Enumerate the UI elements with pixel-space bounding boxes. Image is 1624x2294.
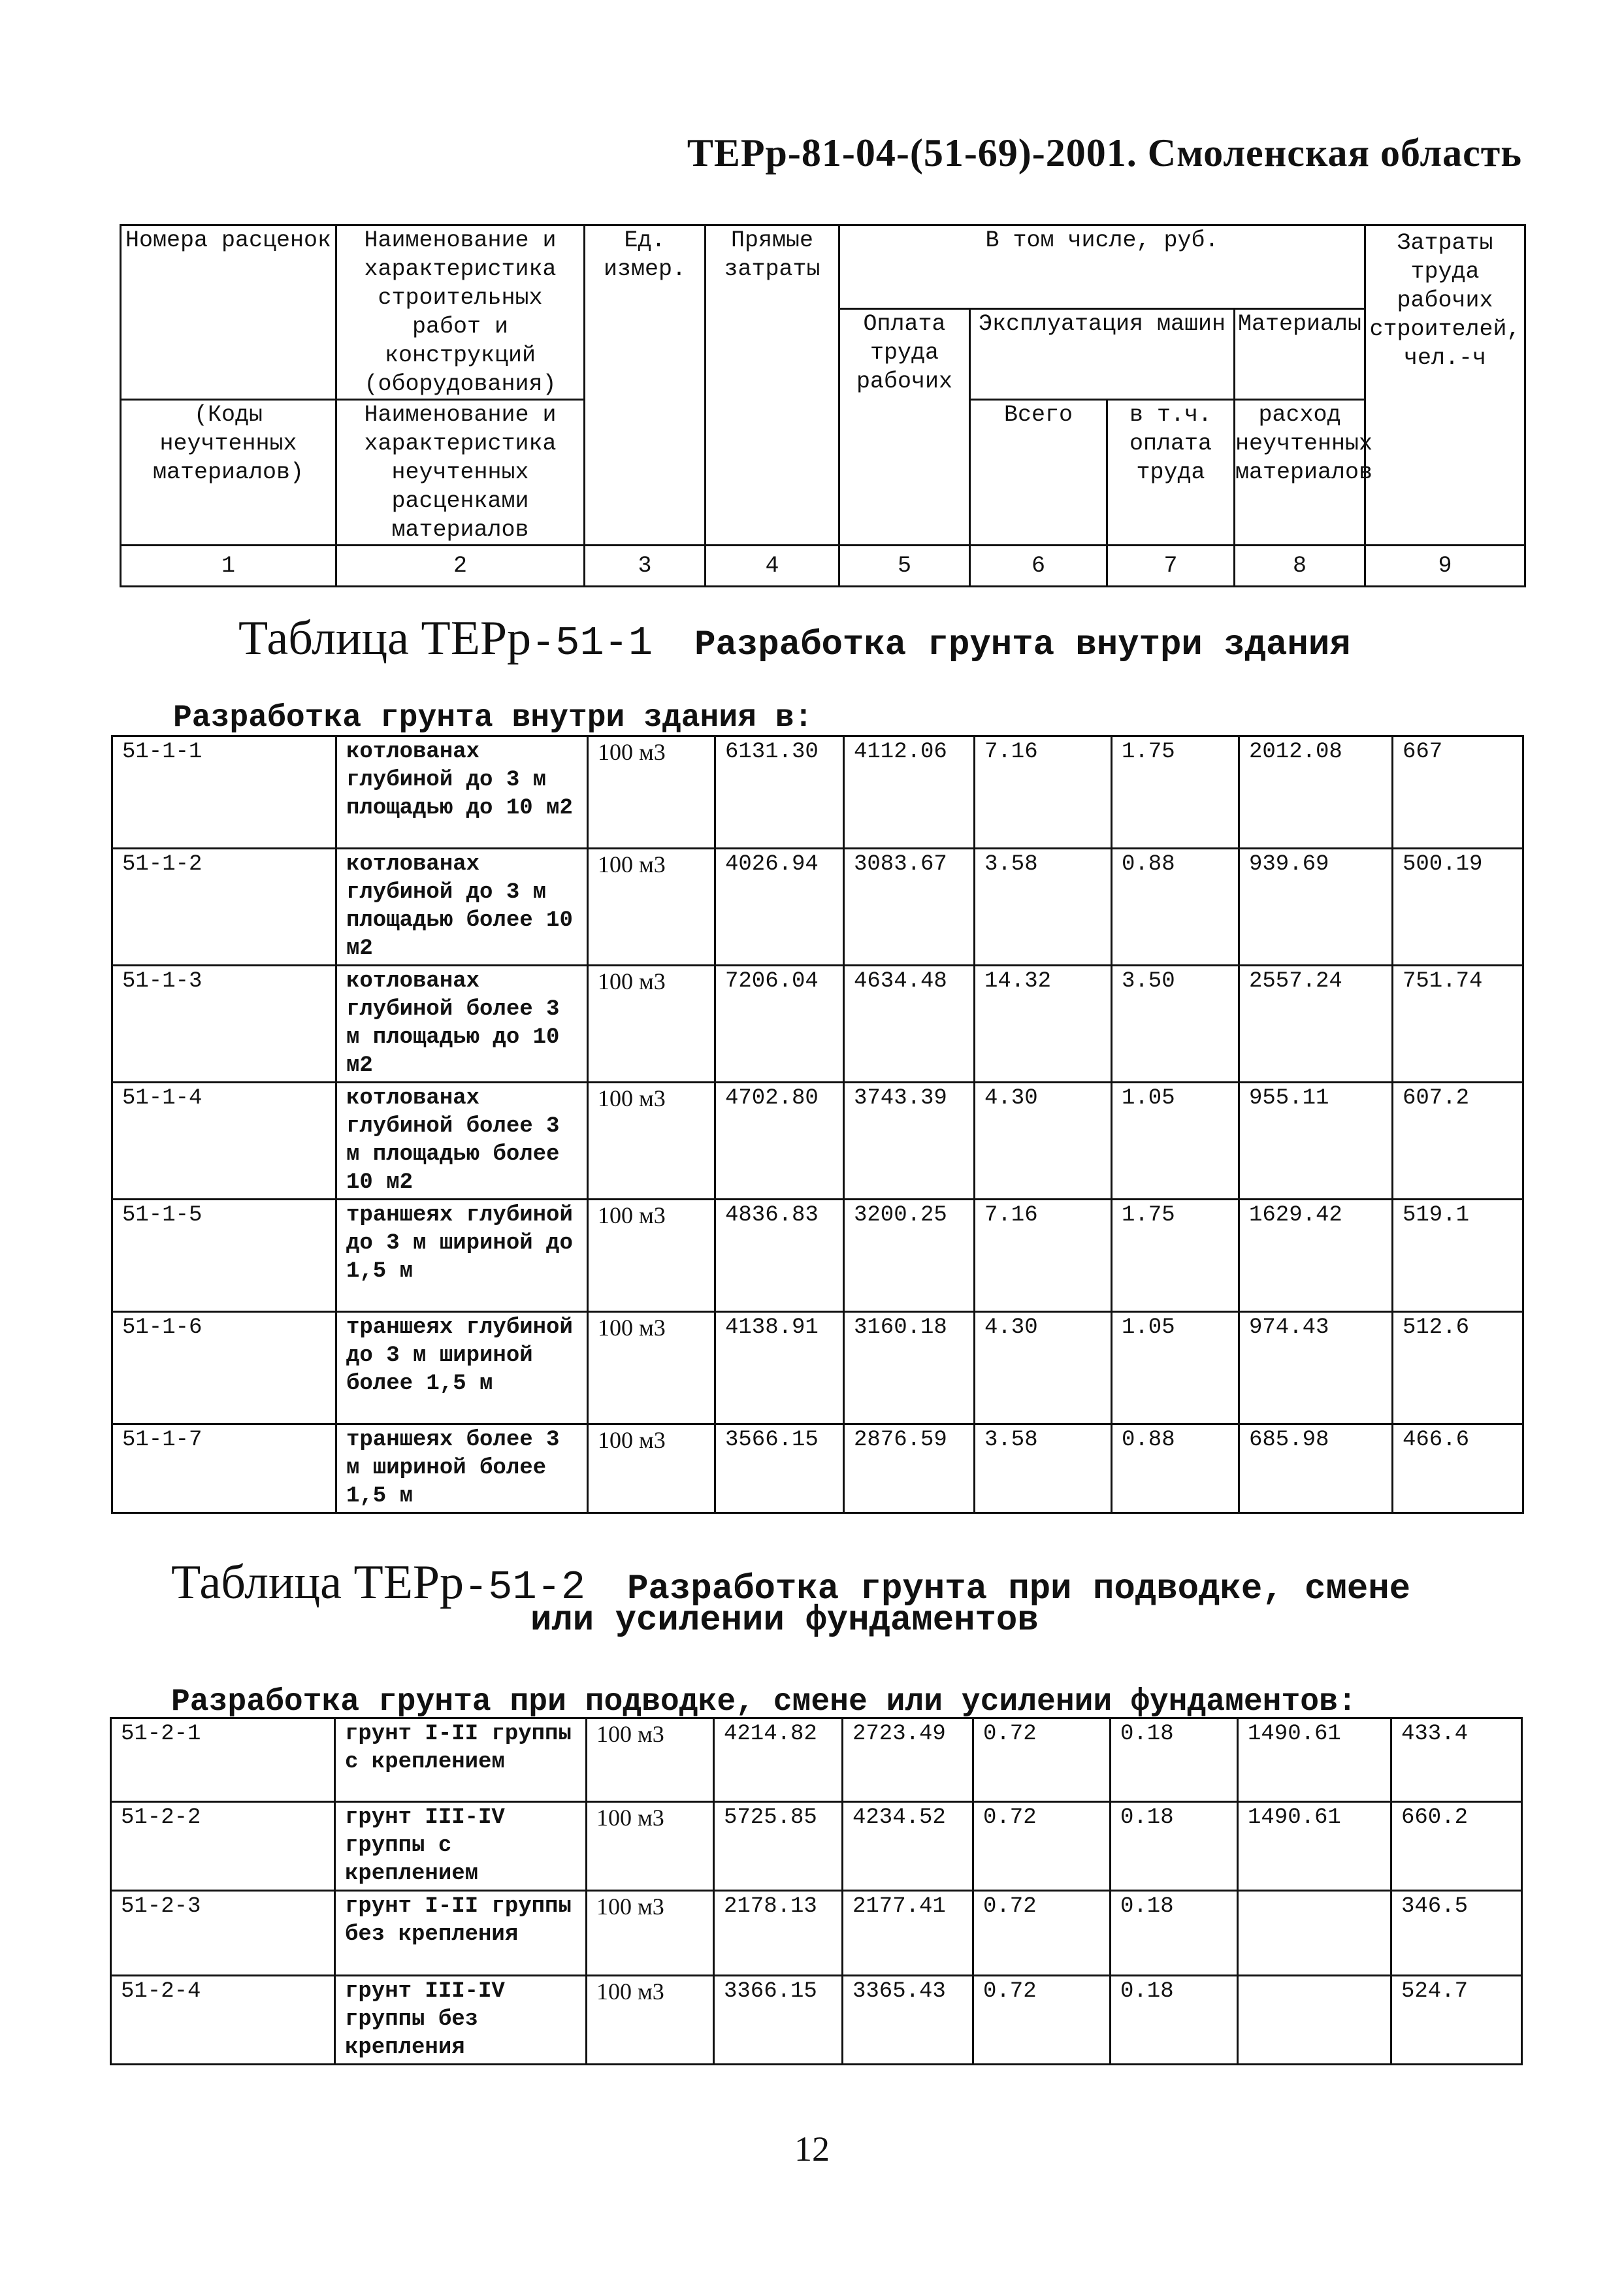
unit-of-measure: 100 м3 [588,1424,715,1513]
machine-operation-total: 0.72 [973,1718,1111,1802]
header-incl-pay: в т.ч. оплата труда [1107,400,1235,546]
column-header-table [120,224,1526,587]
header-unit: Ед. измер. [585,225,706,546]
machine-operator-pay: 3.50 [1112,966,1239,1083]
header-unaccounted-names: Наименование и характеристика неучтенных расценками материалов [336,400,585,546]
work-description: грунт III-IV группы с креплением [335,1802,587,1891]
materials-cost: 1629.42 [1239,1200,1393,1312]
table-title-text: Разработка грунта при подводке, смене [627,1569,1411,1609]
labor-costs: 524.7 [1391,1976,1522,2065]
materials-cost: 939.69 [1239,849,1393,966]
col-number: 2 [336,546,585,587]
header-rate-numbers: Номера расценок [121,225,336,309]
labor-costs: 667 [1393,736,1523,849]
rate-code: 51-2-1 [111,1718,335,1802]
header-unaccounted-codes: (Коды неучтенных материалов) [121,400,336,546]
table-title-code: -51-2 [464,1564,586,1611]
col-number: 5 [839,546,970,587]
unit-of-measure: 100 м3 [588,1083,715,1200]
machine-operator-pay: 1.05 [1112,1312,1239,1424]
labor-costs: 660.2 [1391,1802,1522,1891]
table-row [112,1200,1523,1312]
header-direct-costs: Прямые затраты [706,225,839,546]
header-worker-pay: Оплата труда рабочих [839,309,970,546]
labor-costs: 519.1 [1393,1200,1523,1312]
machine-operation-total: 14.32 [975,966,1112,1083]
direct-costs: 4138.91 [715,1312,844,1424]
table-subheading-51-1: Разработка грунта внутри здания в: [173,700,813,736]
materials-cost [1238,1891,1391,1976]
rate-code: 51-1-3 [112,966,336,1083]
rates-table-51-1 [111,735,1524,1514]
table-row [112,1424,1523,1513]
rate-code: 51-1-5 [112,1200,336,1312]
direct-costs: 3366.15 [714,1976,843,2065]
header-machine-operation: Эксплуатация машин [970,309,1235,400]
worker-pay: 2723.49 [843,1718,973,1802]
work-description: грунт III-IV группы без крепления [335,1976,587,2065]
direct-costs: 7206.04 [715,966,844,1083]
page-number: 12 [794,2129,830,2169]
labor-costs: 346.5 [1391,1891,1522,1976]
machine-operator-pay: 1.05 [1112,1083,1239,1200]
table-title-text: Разработка грунта внутри здания [694,625,1351,665]
rate-code: 51-1-2 [112,849,336,966]
machine-operation-total: 4.30 [975,1312,1112,1424]
direct-costs: 2178.13 [714,1891,843,1976]
machine-operator-pay: 0.88 [1112,849,1239,966]
direct-costs: 4214.82 [714,1718,843,1802]
machine-operation-total: 3.58 [975,1424,1112,1513]
work-description: грунт I-II группы с креплением [335,1718,587,1802]
col-number: 7 [1107,546,1235,587]
machine-operator-pay: 0.18 [1111,1802,1238,1891]
rate-code: 51-1-6 [112,1312,336,1424]
materials-cost [1238,1976,1391,2065]
work-description: котлованах глубиной более 3 м площадью более 10 м2 [336,1083,588,1200]
table-row [112,1312,1523,1424]
machine-operator-pay: 1.75 [1112,1200,1239,1312]
materials-cost: 955.11 [1239,1083,1393,1200]
materials-cost: 2012.08 [1239,736,1393,849]
table-row [111,1802,1522,1891]
machine-operation-total: 0.72 [973,1891,1111,1976]
table-row [112,1083,1523,1200]
materials-cost: 1490.61 [1238,1718,1391,1802]
table-title-text-line2: или усилении фундаментов [530,1601,1039,1641]
worker-pay: 3743.39 [844,1083,975,1200]
direct-costs: 4026.94 [715,849,844,966]
rate-code: 51-2-4 [111,1976,335,2065]
table-title-code: -51-1 [531,620,653,666]
col-number: 4 [706,546,839,587]
unit-of-measure: 100 м3 [588,966,715,1083]
work-description: траншеях глубиной до 3 м шириной более 1,5 м [336,1312,588,1424]
table-subheading-51-2: Разработка грунта при подводке, смене или усилении фундаментов: [171,1684,1357,1720]
table-title-51-1 [238,611,1351,666]
table-row [112,849,1523,966]
machine-operator-pay: 0.18 [1111,1976,1238,2065]
header-unaccounted-use: расход неучтенных материалов [1235,400,1365,546]
header-blank [121,309,336,400]
unit-of-measure: 100 м3 [588,736,715,849]
unit-of-measure: 100 м3 [588,1200,715,1312]
rate-code: 51-2-2 [111,1802,335,1891]
machine-operator-pay: 0.18 [1111,1718,1238,1802]
work-description: траншеях более 3 м шириной более 1,5 м [336,1424,588,1513]
machine-operation-total: 7.16 [975,736,1112,849]
unit-of-measure: 100 м3 [587,1891,714,1976]
table-row [111,1718,1522,1802]
labor-costs: 751.74 [1393,966,1523,1083]
header-name-characteristics: Наименование и характеристика строительных работ и конструкций (оборудования) [336,225,585,400]
unit-of-measure: 100 м3 [588,1312,715,1424]
worker-pay: 3200.25 [844,1200,975,1312]
labor-costs: 512.6 [1393,1312,1523,1424]
machine-operator-pay: 1.75 [1112,736,1239,849]
labor-costs: 500.19 [1393,849,1523,966]
table-title-lead: Таблица ТЕРр [171,1556,464,1609]
worker-pay: 3083.67 [844,849,975,966]
unit-of-measure: 100 м3 [587,1802,714,1891]
worker-pay: 2876.59 [844,1424,975,1513]
table-row [111,1891,1522,1976]
worker-pay: 4634.48 [844,966,975,1083]
table-title-51-2-line2 [530,1601,1039,1641]
unit-of-measure: 100 м3 [587,1976,714,2065]
header-total: Всего [970,400,1107,546]
work-description: котлованах глубиной более 3 м площадью до 10 м2 [336,966,588,1083]
direct-costs: 6131.30 [715,736,844,849]
table-row [112,966,1523,1083]
worker-pay: 3365.43 [843,1976,973,2065]
col-number: 8 [1235,546,1365,587]
rates-table-51-2 [110,1717,1523,2065]
header-materials: Материалы [1235,309,1365,400]
unit-of-measure: 100 м3 [588,849,715,966]
rate-code: 51-1-7 [112,1424,336,1513]
header-labor-costs: Затраты труда рабочих строителей, чел.-ч [1365,225,1525,546]
table-row [111,1976,1522,2065]
rate-code: 51-1-4 [112,1083,336,1200]
worker-pay: 4234.52 [843,1802,973,1891]
direct-costs: 3566.15 [715,1424,844,1513]
col-number: 1 [121,546,336,587]
col-number: 3 [585,546,706,587]
work-description: грунт I-II группы без крепления [335,1891,587,1976]
materials-cost: 2557.24 [1239,966,1393,1083]
unit-of-measure: 100 м3 [587,1718,714,1802]
machine-operator-pay: 0.18 [1111,1891,1238,1976]
col-number: 9 [1365,546,1525,587]
materials-cost: 974.43 [1239,1312,1393,1424]
work-description: котлованах глубиной до 3 м площадью до 10 м2 [336,736,588,849]
materials-cost: 685.98 [1239,1424,1393,1513]
machine-operation-total: 4.30 [975,1083,1112,1200]
table-row [112,736,1523,849]
labor-costs: 433.4 [1391,1718,1522,1802]
work-description: траншеях глубиной до 3 м шириной до 1,5 м [336,1200,588,1312]
machine-operation-total: 0.72 [973,1802,1111,1891]
machine-operator-pay: 0.88 [1112,1424,1239,1513]
materials-cost: 1490.61 [1238,1802,1391,1891]
labor-costs: 466.6 [1393,1424,1523,1513]
header-including-rub: В том числе, руб. [839,225,1365,309]
worker-pay: 3160.18 [844,1312,975,1424]
work-description: котлованах глубиной до 3 м площадью более 10 м2 [336,849,588,966]
machine-operation-total: 3.58 [975,849,1112,966]
rate-code: 51-2-3 [111,1891,335,1976]
machine-operation-total: 7.16 [975,1200,1112,1312]
rate-code: 51-1-1 [112,736,336,849]
direct-costs: 5725.85 [714,1802,843,1891]
document-header: ТЕРр-81-04-(51-69)-2001. Смоленская область [687,131,1522,174]
machine-operation-total: 0.72 [973,1976,1111,2065]
direct-costs: 4836.83 [715,1200,844,1312]
direct-costs: 4702.80 [715,1083,844,1200]
worker-pay: 4112.06 [844,736,975,849]
table-title-lead: Таблица ТЕРр [238,612,532,665]
labor-costs: 607.2 [1393,1083,1523,1200]
worker-pay: 2177.41 [843,1891,973,1976]
col-number: 6 [970,546,1107,587]
